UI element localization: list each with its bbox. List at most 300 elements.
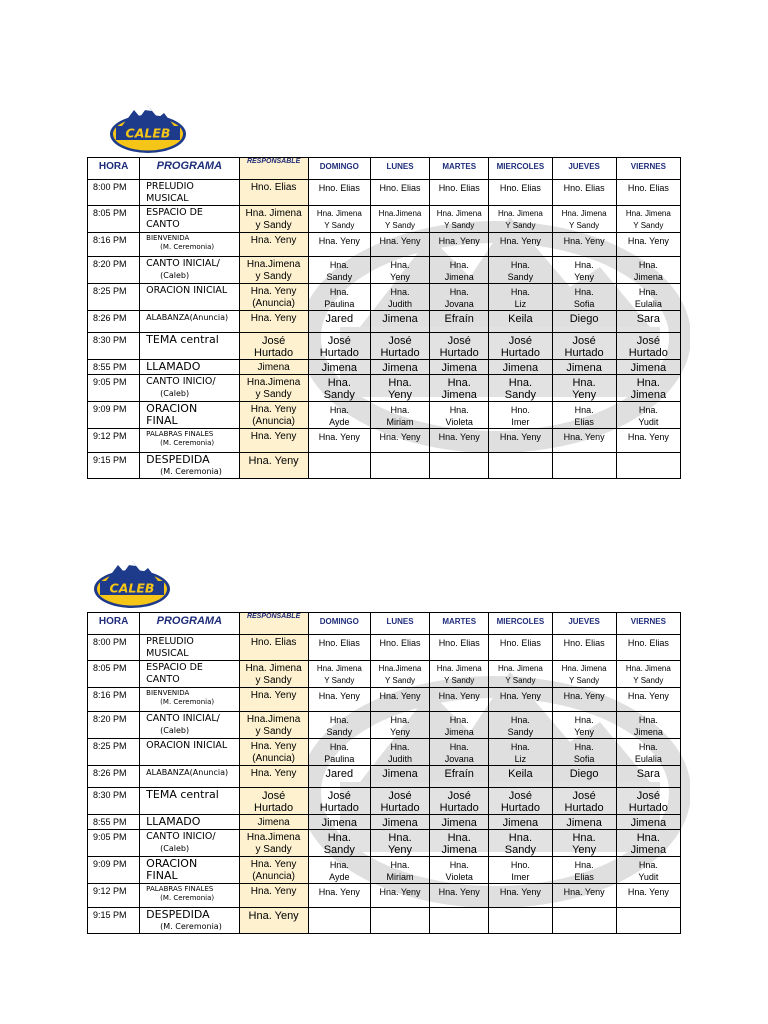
responsible-cell bbox=[239, 712, 308, 739]
cell-line: 9:15 PM bbox=[93, 455, 127, 465]
cell-line: Yudit bbox=[638, 872, 659, 882]
day-cell bbox=[430, 284, 489, 311]
day-cell bbox=[616, 257, 680, 284]
day-cell bbox=[552, 688, 616, 712]
cell-line: Hna. Yeny bbox=[250, 313, 297, 324]
cell-line: Hna. Jimena bbox=[436, 664, 482, 673]
cell-line: Hna. Yeny bbox=[438, 887, 480, 897]
day-cell bbox=[308, 206, 370, 233]
table-row bbox=[88, 815, 681, 830]
day-cell bbox=[370, 257, 429, 284]
cell-line: Hurtado bbox=[254, 347, 294, 359]
cell-line: Sandy bbox=[326, 272, 353, 282]
responsible-cell bbox=[239, 688, 308, 712]
responsible-cell bbox=[239, 257, 308, 284]
cell-line: Hna. Yeny bbox=[563, 236, 605, 246]
day-cell bbox=[308, 635, 370, 661]
cell-line: Imer bbox=[511, 872, 530, 882]
cell-line: Hna. bbox=[638, 287, 658, 297]
cell-line: Hna.Jimena bbox=[246, 259, 301, 270]
day-cell bbox=[430, 453, 489, 479]
day-cell bbox=[430, 233, 489, 257]
time-cell bbox=[88, 429, 140, 453]
cell-line: Y Sandy bbox=[505, 221, 536, 230]
cell-line: ESPACIO DE bbox=[146, 662, 203, 673]
day-cell bbox=[489, 333, 552, 360]
cell-line: Y Sandy bbox=[384, 676, 416, 685]
cell-line: Hna. Yeny bbox=[379, 432, 421, 442]
cell-line: 9:12 PM bbox=[93, 886, 127, 896]
day-cell bbox=[489, 402, 552, 429]
day-cell bbox=[552, 857, 616, 884]
day-cell bbox=[616, 739, 680, 766]
cell-line: Yudit bbox=[638, 417, 659, 427]
cell-line: Sandy bbox=[507, 272, 534, 282]
time-cell bbox=[88, 712, 140, 739]
responsible-cell bbox=[239, 739, 308, 766]
cell-line: Hna. bbox=[329, 405, 349, 415]
table-row bbox=[88, 180, 681, 206]
cell-line: Ayde bbox=[329, 872, 350, 882]
day-cell bbox=[430, 257, 489, 284]
cell-line: Hna.Jimena bbox=[246, 377, 301, 388]
cell-line: Hna. Yeny bbox=[248, 910, 299, 922]
responsible-cell bbox=[239, 333, 308, 360]
time-cell bbox=[88, 333, 140, 360]
table-row bbox=[88, 233, 681, 257]
cell-line: Hna. bbox=[638, 715, 658, 725]
cell-line: Hna.Jimena bbox=[246, 714, 301, 725]
cell-line: Paulina bbox=[324, 299, 355, 309]
cell-line: Hna. bbox=[390, 287, 410, 297]
day-cell bbox=[308, 788, 370, 815]
cell-line: Hna. bbox=[327, 832, 351, 844]
cell-line: BIENVENIDA bbox=[146, 234, 190, 242]
day-cell bbox=[552, 712, 616, 739]
cell-line: Hna. bbox=[636, 377, 660, 389]
cell-line: RESPONSABLE bbox=[246, 158, 301, 165]
day-cell bbox=[308, 333, 370, 360]
day-cell bbox=[370, 712, 429, 739]
cell-line: Hna. bbox=[638, 742, 658, 752]
cell-line: Hna. bbox=[572, 377, 596, 389]
cell-line: Hno. Elias bbox=[250, 637, 297, 648]
day-cell bbox=[489, 284, 552, 311]
day-cell bbox=[308, 739, 370, 766]
cell-line: Hna. bbox=[510, 260, 530, 270]
logo-text: CALEB bbox=[109, 580, 155, 596]
cell-line: Hna. Yeny bbox=[250, 235, 297, 246]
cell-line: José bbox=[508, 790, 533, 802]
cell-line: Hna. bbox=[510, 742, 530, 752]
cell-line: Violeta bbox=[445, 417, 473, 427]
cell-line: Jimena bbox=[382, 817, 418, 829]
day-cell bbox=[430, 688, 489, 712]
day-cell bbox=[616, 635, 680, 661]
day-cell bbox=[552, 180, 616, 206]
day-cell bbox=[489, 884, 552, 908]
day-cell bbox=[489, 739, 552, 766]
cell-line: Sandy bbox=[323, 389, 355, 401]
day-cell bbox=[552, 788, 616, 815]
cell-line: Jovana bbox=[444, 754, 474, 764]
cell-line: JUEVES bbox=[568, 617, 600, 626]
cell-line: Hna. Jimena bbox=[316, 209, 362, 218]
cell-line: Yeny bbox=[572, 844, 597, 856]
caleb-logo bbox=[92, 559, 172, 611]
day-cell bbox=[308, 233, 370, 257]
cell-line: Y Sandy bbox=[569, 221, 600, 230]
day-cell bbox=[489, 206, 552, 233]
cell-line: Hna. Yeny bbox=[563, 691, 605, 701]
day-cell bbox=[370, 830, 429, 857]
cell-line: y Sandy bbox=[255, 844, 292, 855]
cell-line: Hurtado bbox=[439, 802, 479, 814]
cell-line: ESPACIO DE bbox=[146, 207, 203, 218]
cell-line: Hna. Jimena bbox=[245, 208, 302, 219]
cell-line: Hna. bbox=[574, 715, 594, 725]
cell-line: Jimena bbox=[321, 817, 358, 829]
day-cell bbox=[616, 815, 680, 830]
logo-text: CALEB bbox=[125, 125, 171, 141]
cell-line: (Anuncia) bbox=[252, 298, 296, 309]
day-cell bbox=[616, 830, 680, 857]
day-cell bbox=[552, 375, 616, 402]
cell-line: Hurtado bbox=[439, 347, 479, 359]
day-cell bbox=[616, 360, 680, 375]
cell-line: PALABRAS FINALES bbox=[146, 885, 214, 893]
cell-line: ORACION bbox=[146, 402, 198, 415]
table-row bbox=[88, 453, 681, 479]
cell-line: Jimena bbox=[321, 362, 358, 374]
time-cell bbox=[88, 284, 140, 311]
day-cell bbox=[430, 429, 489, 453]
cell-line: (Anuncia) bbox=[252, 871, 296, 882]
table-row bbox=[88, 661, 681, 688]
responsible-cell bbox=[239, 830, 308, 857]
responsible-cell bbox=[239, 206, 308, 233]
header-day bbox=[308, 613, 370, 635]
cell-line: Hna. Yeny bbox=[438, 691, 480, 701]
day-cell bbox=[308, 688, 370, 712]
cell-line: Judith bbox=[388, 299, 413, 309]
cell-line: 8:00 PM bbox=[93, 637, 127, 647]
cell-line: Hna. bbox=[449, 260, 469, 270]
cell-line: MUSICAL bbox=[146, 193, 189, 204]
table-row bbox=[88, 712, 681, 739]
cell-line: Y Sandy bbox=[633, 221, 664, 230]
day-cell bbox=[616, 453, 680, 479]
day-cell bbox=[616, 375, 680, 402]
table-row bbox=[88, 788, 681, 815]
cell-line: Hna. bbox=[329, 860, 349, 870]
cell-line: Sara bbox=[636, 313, 660, 325]
cell-line: Hna. bbox=[447, 377, 471, 389]
cell-line: 8:05 PM bbox=[93, 663, 127, 673]
day-cell bbox=[430, 884, 489, 908]
time-cell bbox=[88, 884, 140, 908]
day-cell bbox=[370, 661, 429, 688]
cell-line: Hna. Yeny bbox=[318, 691, 360, 701]
cell-line: José bbox=[636, 790, 660, 802]
cell-line: Hna. Jimena bbox=[625, 664, 671, 673]
cell-line: Judith bbox=[388, 754, 413, 764]
cell-line: Hno. Elias bbox=[318, 183, 360, 193]
day-cell bbox=[370, 453, 429, 479]
day-cell bbox=[370, 233, 429, 257]
cell-line: Hna. Yeny bbox=[250, 690, 297, 701]
cell-line: Sofia bbox=[573, 299, 595, 309]
day-cell bbox=[370, 688, 429, 712]
cell-line: 9:09 PM bbox=[93, 404, 127, 414]
day-cell bbox=[552, 311, 616, 333]
day-cell bbox=[430, 375, 489, 402]
day-cell bbox=[370, 360, 429, 375]
cell-line: Jimena bbox=[441, 389, 477, 401]
cell-line: Sandy bbox=[323, 844, 355, 856]
cell-line: 9:09 PM bbox=[93, 859, 127, 869]
day-cell bbox=[370, 635, 429, 661]
cell-line: Hna.Jimena bbox=[378, 209, 422, 218]
day-cell bbox=[430, 815, 489, 830]
responsible-cell bbox=[239, 635, 308, 661]
cell-line: Hna. Jimena bbox=[497, 664, 543, 673]
cell-line: Sara bbox=[636, 768, 660, 780]
cell-line: 8:55 PM bbox=[93, 817, 127, 827]
cell-line: José bbox=[636, 335, 660, 347]
cell-line: Hurtado bbox=[564, 802, 604, 814]
program-cell bbox=[140, 788, 239, 815]
program-cell bbox=[140, 375, 239, 402]
day-cell bbox=[308, 402, 370, 429]
day-cell bbox=[552, 815, 616, 830]
cell-line: Miriam bbox=[386, 872, 414, 882]
cell-line: Jimena bbox=[630, 389, 667, 401]
cell-line: MARTES bbox=[442, 162, 477, 171]
responsible-cell bbox=[239, 284, 308, 311]
day-cell bbox=[430, 712, 489, 739]
cell-line: Hna. Jimena bbox=[561, 664, 607, 673]
cell-line: José bbox=[447, 335, 471, 347]
day-cell bbox=[489, 311, 552, 333]
cell-line: Hna. Yeny bbox=[563, 887, 605, 897]
header-day bbox=[430, 158, 489, 180]
day-cell bbox=[430, 766, 489, 788]
cell-line: 8:20 PM bbox=[93, 714, 127, 724]
cell-line: Hno. bbox=[510, 860, 530, 870]
header-day bbox=[616, 158, 680, 180]
cell-line: Hna. bbox=[636, 832, 660, 844]
cell-line: Hna. Yeny bbox=[499, 236, 541, 246]
cell-line: 9:05 PM bbox=[93, 377, 127, 387]
responsible-cell bbox=[239, 453, 308, 479]
cell-line: Hna. Yeny bbox=[250, 431, 297, 442]
program-cell bbox=[140, 908, 239, 934]
day-cell bbox=[489, 257, 552, 284]
day-cell bbox=[370, 766, 429, 788]
cell-line: Hno. Elias bbox=[563, 183, 605, 193]
cell-line: Hna. Yeny bbox=[438, 432, 480, 442]
day-cell bbox=[616, 311, 680, 333]
cell-line: JUEVES bbox=[568, 162, 600, 171]
cell-line: Hna. bbox=[510, 287, 530, 297]
cell-line: 8:25 PM bbox=[93, 741, 127, 751]
cell-line: Hna. bbox=[574, 260, 594, 270]
cell-line: Yeny bbox=[387, 844, 413, 856]
program-cell bbox=[140, 206, 239, 233]
cell-line: Jimena bbox=[502, 817, 539, 829]
cell-line: Hna. bbox=[574, 742, 594, 752]
day-cell bbox=[616, 402, 680, 429]
cell-line: Violeta bbox=[445, 872, 473, 882]
cell-line: MIERCOLES bbox=[496, 162, 545, 171]
day-cell bbox=[370, 908, 429, 934]
program-cell bbox=[140, 284, 239, 311]
cell-line: Yeny bbox=[574, 727, 594, 737]
cell-line: Hna. Yeny bbox=[438, 236, 480, 246]
cell-line: FINAL bbox=[146, 414, 178, 427]
cell-line: Jimena bbox=[257, 817, 290, 828]
cell-line: Jimena bbox=[502, 362, 539, 374]
cell-line: José bbox=[327, 335, 351, 347]
program-cell bbox=[140, 712, 239, 739]
cell-line: Hno. Elias bbox=[499, 183, 541, 193]
cell-line: Y Sandy bbox=[324, 221, 355, 230]
day-cell bbox=[552, 453, 616, 479]
caleb-logo bbox=[108, 104, 188, 156]
cell-line: ORACION INICIAL bbox=[146, 740, 228, 751]
cell-line: Hna. Yeny bbox=[499, 432, 541, 442]
day-cell bbox=[370, 333, 429, 360]
cell-line: Jimena bbox=[444, 727, 474, 737]
day-cell bbox=[370, 739, 429, 766]
table-row bbox=[88, 857, 681, 884]
cell-line: Hurtado bbox=[564, 347, 604, 359]
cell-line: Jimena bbox=[257, 362, 290, 373]
cell-line: Yeny bbox=[390, 727, 410, 737]
cell-line: DESPEDIDA bbox=[146, 908, 210, 921]
cell-line: Hno. bbox=[510, 405, 530, 415]
table-row bbox=[88, 284, 681, 311]
cell-line: Hna. bbox=[510, 715, 530, 725]
program-cell bbox=[140, 233, 239, 257]
day-cell bbox=[552, 830, 616, 857]
cell-line: Hno. Elias bbox=[627, 183, 669, 193]
day-cell bbox=[552, 206, 616, 233]
cell-line: Hna.Jimena bbox=[378, 664, 422, 673]
day-cell bbox=[616, 712, 680, 739]
day-cell bbox=[489, 688, 552, 712]
cell-line: y Sandy bbox=[255, 220, 292, 231]
cell-line: CANTO INICIAL/ bbox=[146, 258, 220, 269]
cell-line: Sofia bbox=[573, 754, 595, 764]
cell-line: Hna. bbox=[388, 832, 412, 844]
day-cell bbox=[370, 402, 429, 429]
day-cell bbox=[552, 257, 616, 284]
program-cell bbox=[140, 766, 239, 788]
cell-line: Hna. Yeny bbox=[563, 432, 605, 442]
cell-line: Hno. Elias bbox=[250, 182, 297, 193]
cell-line: José bbox=[572, 335, 596, 347]
cell-line: Hna. Yeny bbox=[318, 236, 360, 246]
cell-line: Hna. Jimena bbox=[316, 664, 362, 673]
table-row bbox=[88, 766, 681, 788]
day-cell bbox=[308, 908, 370, 934]
day-cell bbox=[430, 333, 489, 360]
cell-line: Hurtado bbox=[500, 802, 540, 814]
header-day bbox=[552, 613, 616, 635]
cell-line: Imer bbox=[511, 417, 530, 427]
day-cell bbox=[552, 739, 616, 766]
day-cell bbox=[308, 429, 370, 453]
day-cell bbox=[616, 333, 680, 360]
day-cell bbox=[489, 815, 552, 830]
cell-line: Jimena bbox=[566, 817, 602, 829]
cell-line: PRELUDIO bbox=[146, 636, 194, 647]
day-cell bbox=[552, 360, 616, 375]
header-responsable bbox=[239, 613, 308, 635]
cell-line: RESPONSABLE bbox=[246, 613, 301, 620]
cell-line: 8:30 PM bbox=[93, 790, 127, 800]
cell-line: Jared bbox=[325, 313, 354, 325]
cell-line: MARTES bbox=[442, 617, 477, 626]
program-cell bbox=[140, 884, 239, 908]
time-cell bbox=[88, 233, 140, 257]
time-cell bbox=[88, 908, 140, 934]
time-cell bbox=[88, 788, 140, 815]
cell-line: Hno. Elias bbox=[318, 638, 360, 648]
cell-line: (M. Ceremonia) bbox=[160, 922, 222, 931]
program-cell bbox=[140, 360, 239, 375]
day-cell bbox=[552, 402, 616, 429]
cell-line: Jimena bbox=[441, 817, 477, 829]
cell-line: José bbox=[261, 335, 286, 347]
responsible-cell bbox=[239, 429, 308, 453]
program-cell bbox=[140, 429, 239, 453]
cell-line: Jimena bbox=[630, 817, 667, 829]
day-cell bbox=[489, 908, 552, 934]
cell-line: Hna. Yeny bbox=[250, 404, 297, 415]
program-cell bbox=[140, 857, 239, 884]
cell-line: Hna. Jimena bbox=[497, 209, 543, 218]
cell-line: Sandy bbox=[507, 727, 534, 737]
header-programa bbox=[140, 158, 239, 180]
cell-line: José bbox=[572, 790, 596, 802]
cell-line: José bbox=[447, 790, 471, 802]
day-cell bbox=[552, 635, 616, 661]
time-cell bbox=[88, 257, 140, 284]
cell-line: Hna. bbox=[508, 377, 533, 389]
cell-line: (Anuncia) bbox=[252, 753, 296, 764]
cell-line: Hna. bbox=[508, 832, 533, 844]
day-cell bbox=[552, 284, 616, 311]
cell-line: Efraín bbox=[444, 313, 474, 325]
cell-line: CANTO INICIAL/ bbox=[146, 713, 220, 724]
day-cell bbox=[308, 257, 370, 284]
cell-line: Keila bbox=[508, 313, 533, 325]
table-row bbox=[88, 739, 681, 766]
table-row bbox=[88, 908, 681, 934]
day-cell bbox=[430, 908, 489, 934]
cell-line: Hna. bbox=[390, 742, 410, 752]
day-cell bbox=[370, 788, 429, 815]
cell-line: Hna. bbox=[390, 860, 410, 870]
day-cell bbox=[616, 180, 680, 206]
cell-line: Yeny bbox=[574, 272, 594, 282]
cell-line: PROGRAMA bbox=[156, 615, 223, 627]
table-row bbox=[88, 311, 681, 333]
time-cell bbox=[88, 402, 140, 429]
